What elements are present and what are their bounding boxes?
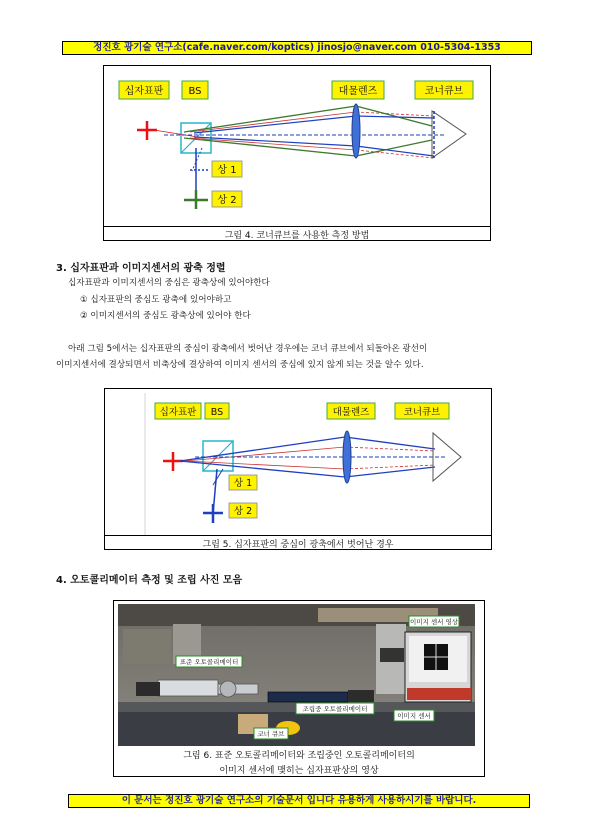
figure-4-caption-box xyxy=(103,227,491,241)
fig6-label-assembling-ac: 조립중 오토콜리메이터 xyxy=(302,705,368,713)
section-4-heading: 4. 오토콜리메이터 측정 및 조립 사진 모음 xyxy=(56,575,243,586)
figure-6-photo-svg xyxy=(118,604,475,746)
figure-4-caption: 그림 4. 코너큐브를 사용한 측정 방법 xyxy=(224,231,370,241)
section-3-paragraph-line-1: 아래 그림 5에서는 십자표판의 중심이 광축에서 벗어난 경우에는 코너 큐브에서 되돌아온 광선이 xyxy=(68,344,428,354)
figure-5-caption-box xyxy=(104,536,492,550)
section-3-item-2: ② 이미지센서의 중심도 광축상에 있어야 한다 xyxy=(80,311,251,321)
figure-5-svg xyxy=(105,389,491,535)
figure-6-photo xyxy=(118,604,475,746)
fig5-label-reticle: 십자표판 xyxy=(159,407,197,418)
fig4-label-bs: BS xyxy=(188,86,202,97)
fig6-label-standard-ac: 표준 오토콜리메이터 xyxy=(179,658,239,666)
fig5-label-objective: 대물렌즈 xyxy=(332,407,370,418)
fig4-objective-lens xyxy=(352,104,360,158)
fig5-label-corner-cube: 코너큐브 xyxy=(403,407,441,418)
section-3-item-1: ① 십자표판의 중심도 광축에 있어야하고 xyxy=(80,295,232,305)
figure-5-caption: 그림 5. 십자표판의 중심이 광축에서 벗어난 경우 xyxy=(202,540,394,550)
fig5-label-bs: BS xyxy=(210,407,224,418)
figure-4-diagram xyxy=(103,65,491,227)
fig5-objective-lens xyxy=(343,431,351,483)
figure-6-caption-line-2: 이미지 센서에 맺히는 십자표판상의 영상 xyxy=(219,766,379,776)
figure-4-svg xyxy=(104,66,490,226)
fig4-label-objective: 대물렌즈 xyxy=(338,86,378,97)
fig5-label-image2: 상 2 xyxy=(233,506,253,517)
fig4-label-corner-cube: 코너큐브 xyxy=(424,86,464,97)
fig6-label-sensor-image: 이미지 센서 영상 xyxy=(409,618,459,626)
fig4-label-reticle: 십자표판 xyxy=(124,86,164,97)
fig4-label-image2: 상 2 xyxy=(217,195,237,206)
fig6-label-corner-cube: 코너 큐브 xyxy=(257,730,285,738)
section-3-paragraph-line-2: 이미지센서에 결상되면서 비축상에 결상하여 이미지 센서의 중심에 있지 않게 되는 것을 알수 있다. xyxy=(56,360,424,370)
fig5-label-image1: 상 1 xyxy=(233,478,253,489)
header-banner: 정진호 광기술 연구소(cafe.naver.com/koptics) jinosjo@naver.com 010-5304-1353 xyxy=(62,41,532,55)
footer-banner: 이 문서는 정진호 광기술 연구소의 기술문서 입니다 유용하게 사용하시기를 바랍니다. xyxy=(68,794,530,808)
fig4-label-image1: 상 1 xyxy=(217,165,237,176)
fig6-label-image-sensor: 이미지 센서 xyxy=(397,712,431,720)
figure-5-diagram xyxy=(104,388,492,536)
section-3-heading: 3. 십자표판과 이미지센서의 광축 정렬 xyxy=(56,263,226,274)
section-3-intro: 십자표판과 이미지센서의 중심은 광축상에 있어야한다 xyxy=(68,278,270,288)
figure-6-caption-line-1: 그림 6. 표준 오토콜리메이터와 조립중인 오토콜리메이터의 xyxy=(183,751,415,761)
